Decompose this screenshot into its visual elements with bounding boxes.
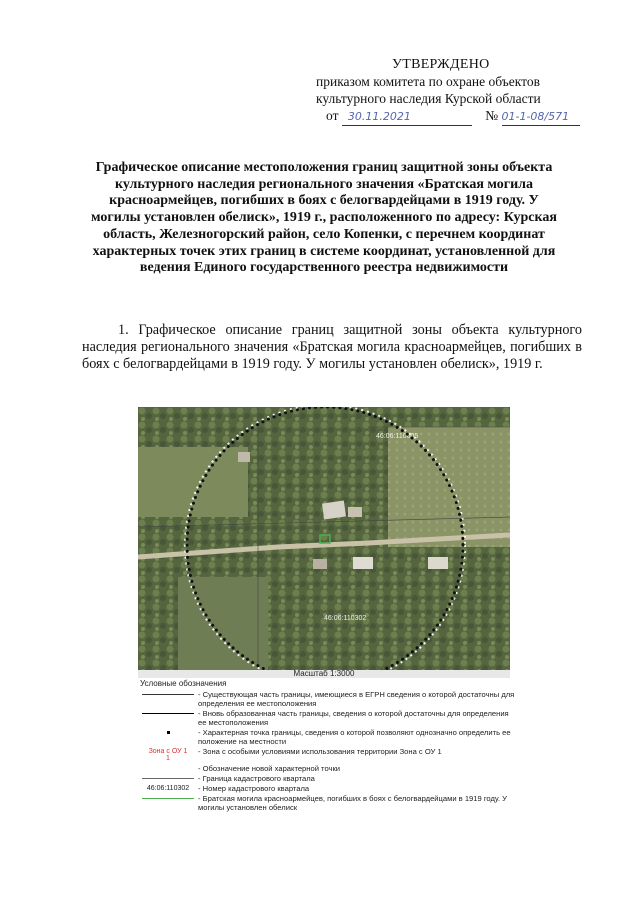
approval-title: УТВЕРЖДЕНО: [392, 57, 490, 72]
legend-item-text: - Зона с особыми условиями использования территории Зона с ОУ 1: [198, 747, 442, 756]
cadastral-number-symbol: [138, 784, 198, 793]
date-handwritten: 30.11.2021: [347, 110, 411, 123]
document-heading: Графическое описание местоположения границ защитной зоны объекта культурного наследия регионального значения «Братская могила красноармейцев, погибших в боях с белогвардейцами в 1919 году. У могилы установлен обелиск», 1919 г., расположенного по адресу: Курская область, Железногорский район, село Копенки, с перечнем координат характерных точек этих границ в системе координат, установленной для ведения Единого государственного реестра недвижимости: [91, 160, 557, 276]
date-field: [342, 107, 472, 126]
legend-item: [138, 764, 518, 773]
number-label: №: [485, 108, 499, 123]
map-image: [138, 407, 510, 670]
zone-symbol: [138, 747, 198, 763]
map-scale: Масштаб 1:3000: [138, 670, 510, 678]
zone-symbol-label: Зона с ОУ 1: [148, 748, 188, 755]
cadastral-boundary-symbol: [138, 774, 198, 783]
legend-item: [138, 794, 518, 812]
approval-date-line: [316, 107, 586, 126]
legend-title: Условные обозначения: [140, 679, 227, 688]
legend-item-text: - Братская могила красноармейцев, погибших в боях с белогвардейцами в 1919 году. У могилы установлен обелиск: [198, 794, 508, 812]
legend-item-text: - Граница кадастрового квартала: [198, 774, 315, 783]
approval-line-2: культурного наследия Курской области: [316, 91, 541, 106]
legend-item: [138, 728, 518, 746]
legend-item: [138, 709, 518, 727]
from-label: от: [326, 108, 339, 123]
section-paragraph: [82, 322, 582, 372]
map-label-center: 46:06:110302: [324, 615, 367, 622]
approval-line-1: приказом комитета по охране объектов: [316, 74, 540, 89]
cadastral-number-label: 46:06:110302: [146, 785, 190, 792]
new-point-symbol: [138, 764, 198, 773]
legend-item-text: - Существующая часть границы, имеющиеся в ЕГРН сведения о которой достаточны для определения ее местоположения: [198, 690, 515, 708]
number-field: [502, 107, 580, 126]
legend-item-text: - Характерная точка границы, сведения о которой позволяют однозначно определить ее положение на местности: [198, 728, 511, 746]
monument-symbol: [138, 794, 198, 803]
legend-item-text: - Вновь образованная часть границы, сведения о которой достаточны для определения ее местоположения: [198, 709, 509, 727]
point-symbol: [138, 728, 198, 737]
approval-block: [316, 56, 586, 126]
number-handwritten: 01-1-08/571: [501, 110, 570, 123]
legend-item: [138, 690, 518, 708]
zone-symbol-number: 1: [166, 755, 170, 762]
map-label-top: 46:06:110605: [376, 433, 419, 440]
legend-item-text: - Обозначение новой характерной точки: [198, 764, 341, 773]
legend-item: [138, 784, 518, 793]
map-legend: [138, 679, 518, 813]
legend-item: [138, 747, 518, 763]
legend-item-text: - Номер кадастрового квартала: [198, 784, 310, 793]
legend-item: [138, 774, 518, 783]
satellite-map: [138, 407, 510, 678]
existing-boundary-symbol: [138, 690, 198, 699]
new-boundary-symbol: [138, 709, 198, 718]
section-paragraph-text: 1. Графическое описание границ защитной зоны объекта культурного наследия регионального значения «Братская могила красноармейцев, погибших в боях с белогвардейцами в 1919 году. У могилы установлен обелиск», 1919 г.: [82, 322, 582, 372]
